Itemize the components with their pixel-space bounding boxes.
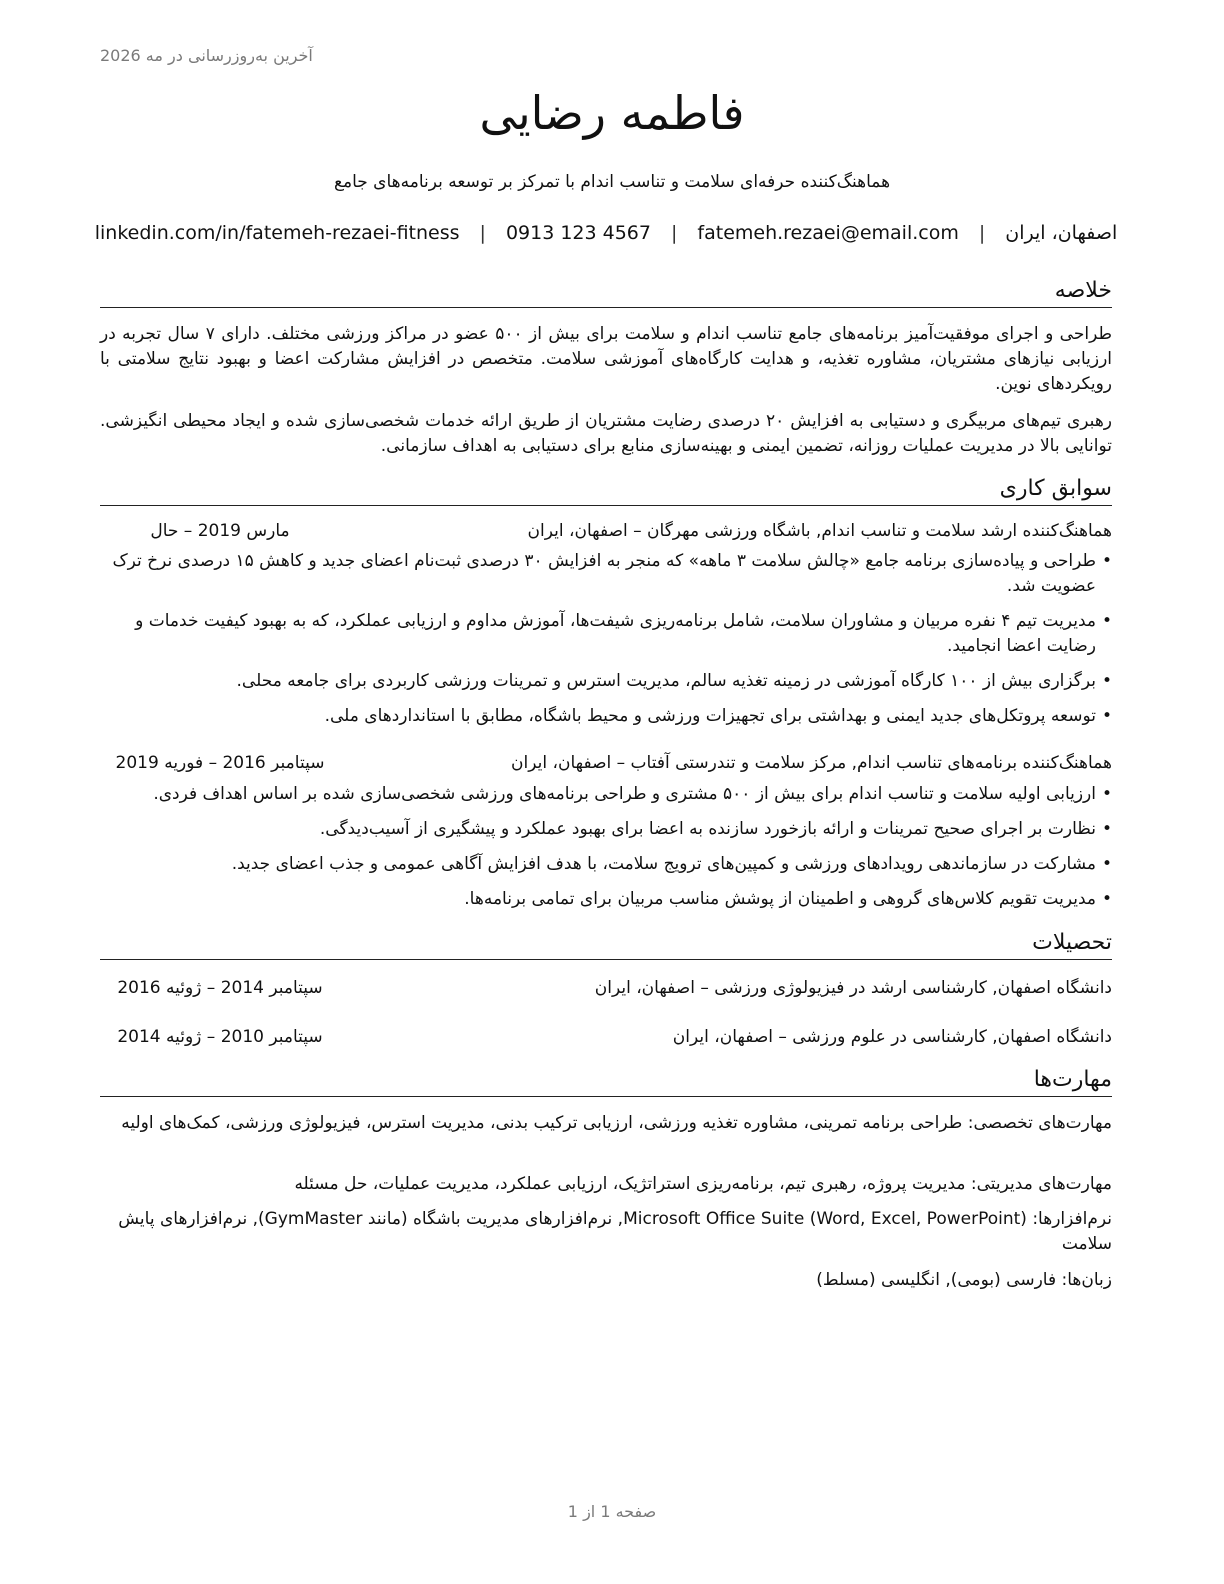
job-bullet: • طراحی و پیاده‌سازی برنامه جامع «چالش سلامت ۳ ماهه» که منجر به افزایش ۳۰ درصدی ثبت‌نام اعضای جدید و کاهش ۱۵ درصدی نرخ ترک عضویت شد. (96, 549, 1112, 599)
job-bullets-2 (96, 782, 1112, 922)
job-bullet: • برگزاری بیش از ۱۰۰ کارگاه آموزشی در زمینه تغذیه سالم، مدیریت استرس و تمرینات ورزشی کاربردی برای جامعه محلی. (96, 669, 1112, 694)
education-dates: سپتامبر 2014 – ژوئیه 2016 (117, 978, 323, 998)
summary-paragraph-2: رهبری تیم‌های مربیگری و دستیابی به افزایش ۲۰ درصدی رضایت مشتریان از طریق ارائه خدمات شخصی‌سازی شده و ایجاد محیطی انگیزشی. توانایی بالا در مدیریت عملیات روزانه، تضمین ایمنی و بهینه‌سازی منابع برای دستیابی به اهداف سازمانی. (100, 411, 1112, 456)
job-title-company: هماهنگ‌کننده ارشد سلامت و تناسب اندام, باشگاه ورزشی مهرگان – اصفهان، ایران (527, 521, 1112, 541)
summary-paragraph-1: طراحی و اجرای موفقیت‌آمیز برنامه‌های جامع تناسب اندام و سلامت برای بیش از ۵۰۰ عضو در مراکز ورزشی مختلف. دارای ۷ سال تجربه در ارزیابی نیازهای مشتریان، مشاوره تغذیه، و هدایت کارگاه‌های آموزشی سلامت. متخصص در افزایش مشارکت اعضا و بهبود نتایج سلامتی با رویکردهای نوین. (100, 324, 1112, 394)
education-dates: سپتامبر 2010 – ژوئیه 2014 (117, 1027, 323, 1047)
job-bullet: • ارزیابی اولیه سلامت و تناسب اندام برای بیش از ۵۰۰ مشتری و طراحی برنامه‌های ورزشی شخصی‌سازی شده بر اساس اهداف فردی. (96, 782, 1112, 807)
contact-email[interactable]: fatemeh.rezaei@email.com (697, 222, 959, 244)
professional-headline: هماهنگ‌کننده حرفه‌ای سلامت و تناسب اندام با تمرکز بر توسعه برنامه‌های جامع (333, 172, 891, 192)
last-updated-note: آخرین به‌روزرسانی در مه 2026 (100, 46, 313, 65)
job-bullet: • مدیریت تقویم کلاس‌های گروهی و اطمینان از پوشش مناسب مربیان برای تمامی برنامه‌ها. (96, 887, 1112, 912)
contact-separator: | (479, 222, 486, 244)
job-dates: مارس 2019 – حال (150, 521, 290, 541)
summary-heading: خلاصه (100, 276, 1112, 308)
candidate-name: فاطمه رضایی (479, 86, 745, 140)
contact-separator: | (978, 222, 986, 244)
skills-line-management: مهارت‌های مدیریتی: مدیریت پروژه، رهبری تیم، برنامه‌ریزی استراتژیک، ارزیابی عملکرد، مدیریت عملیات، حل مسئله (294, 1174, 1112, 1194)
skills-line-languages: زبان‌ها: فارسی (بومی), انگلیسی (مسلط) (816, 1270, 1112, 1290)
contact-phone[interactable]: 0913 123 4567 (505, 222, 651, 244)
education-degree: دانشگاه اصفهان, کارشناسی ارشد در فیزیولوژی ورزشی – اصفهان، ایران (594, 978, 1112, 998)
page-number: صفحه 1 از 1 (567, 1502, 657, 1521)
skills-heading: مهارت‌ها (100, 1065, 1112, 1097)
skills-line-professional: مهارت‌های تخصصی: طراحی برنامه تمرینی، مشاوره تغذیه ورزشی، ارزیابی ترکیب بدنی، مدیریت استرس، فیزیولوژی ورزشی، کمک‌های اولیه (121, 1113, 1112, 1133)
job-bullet: • نظارت بر اجرای صحیح تمرینات و ارائه بازخورد سازنده به اعضا برای بهبود عملکرد و پیشگیری از آسیب‌دیدگی. (96, 817, 1112, 842)
experience-heading: سوابق کاری (100, 474, 1112, 506)
job-heading-1 (100, 518, 1112, 544)
job-title-company: هماهنگ‌کننده برنامه‌های تناسب اندام, مرکز سلامت و تندرستی آفتاب – اصفهان، ایران (511, 753, 1112, 773)
education-item-1 (100, 975, 1112, 1001)
job-heading-2 (100, 750, 1112, 776)
contact-location: اصفهان، ایران (1005, 222, 1118, 244)
contact-linkedin[interactable]: linkedin.com/in/fatemeh-rezaei-fitness (94, 222, 460, 244)
job-bullet: • مدیریت تیم ۴ نفره مربیان و مشاوران سلامت، شامل برنامه‌ریزی شیفت‌ها، آموزش مداوم و ارزیابی عملکرد، که به بهبود کیفیت خدمات و رضایت اعضا انجامید. (96, 609, 1112, 659)
job-bullets-1 (96, 549, 1112, 739)
skills-line-software: نرم‌افزارها: Microsoft Office Suite (Word, Excel, PowerPoint), نرم‌افزارهای مدیریت باشگاه (مانند GymMaster), نرم‌افزارهای پایش سلامت (118, 1209, 1112, 1254)
job-bullet: • توسعه پروتکل‌های جدید ایمنی و بهداشتی برای تجهیزات ورزشی و محیط باشگاه، مطابق با استانداردهای ملی. (96, 704, 1112, 729)
job-bullet: • مشارکت در سازماندهی رویدادهای ورزشی و کمپین‌های ترویج سلامت، با هدف افزایش آگاهی عمومی و جذب اعضای جدید. (96, 852, 1112, 877)
education-heading: تحصیلات (100, 928, 1112, 960)
contact-separator: | (671, 222, 678, 244)
contact-bar (94, 222, 1118, 244)
education-item-2 (100, 1024, 1112, 1050)
education-degree: دانشگاه اصفهان, کارشناسی در علوم ورزشی – اصفهان، ایران (672, 1027, 1112, 1047)
job-dates: سپتامبر 2016 – فوریه 2019 (115, 753, 325, 773)
